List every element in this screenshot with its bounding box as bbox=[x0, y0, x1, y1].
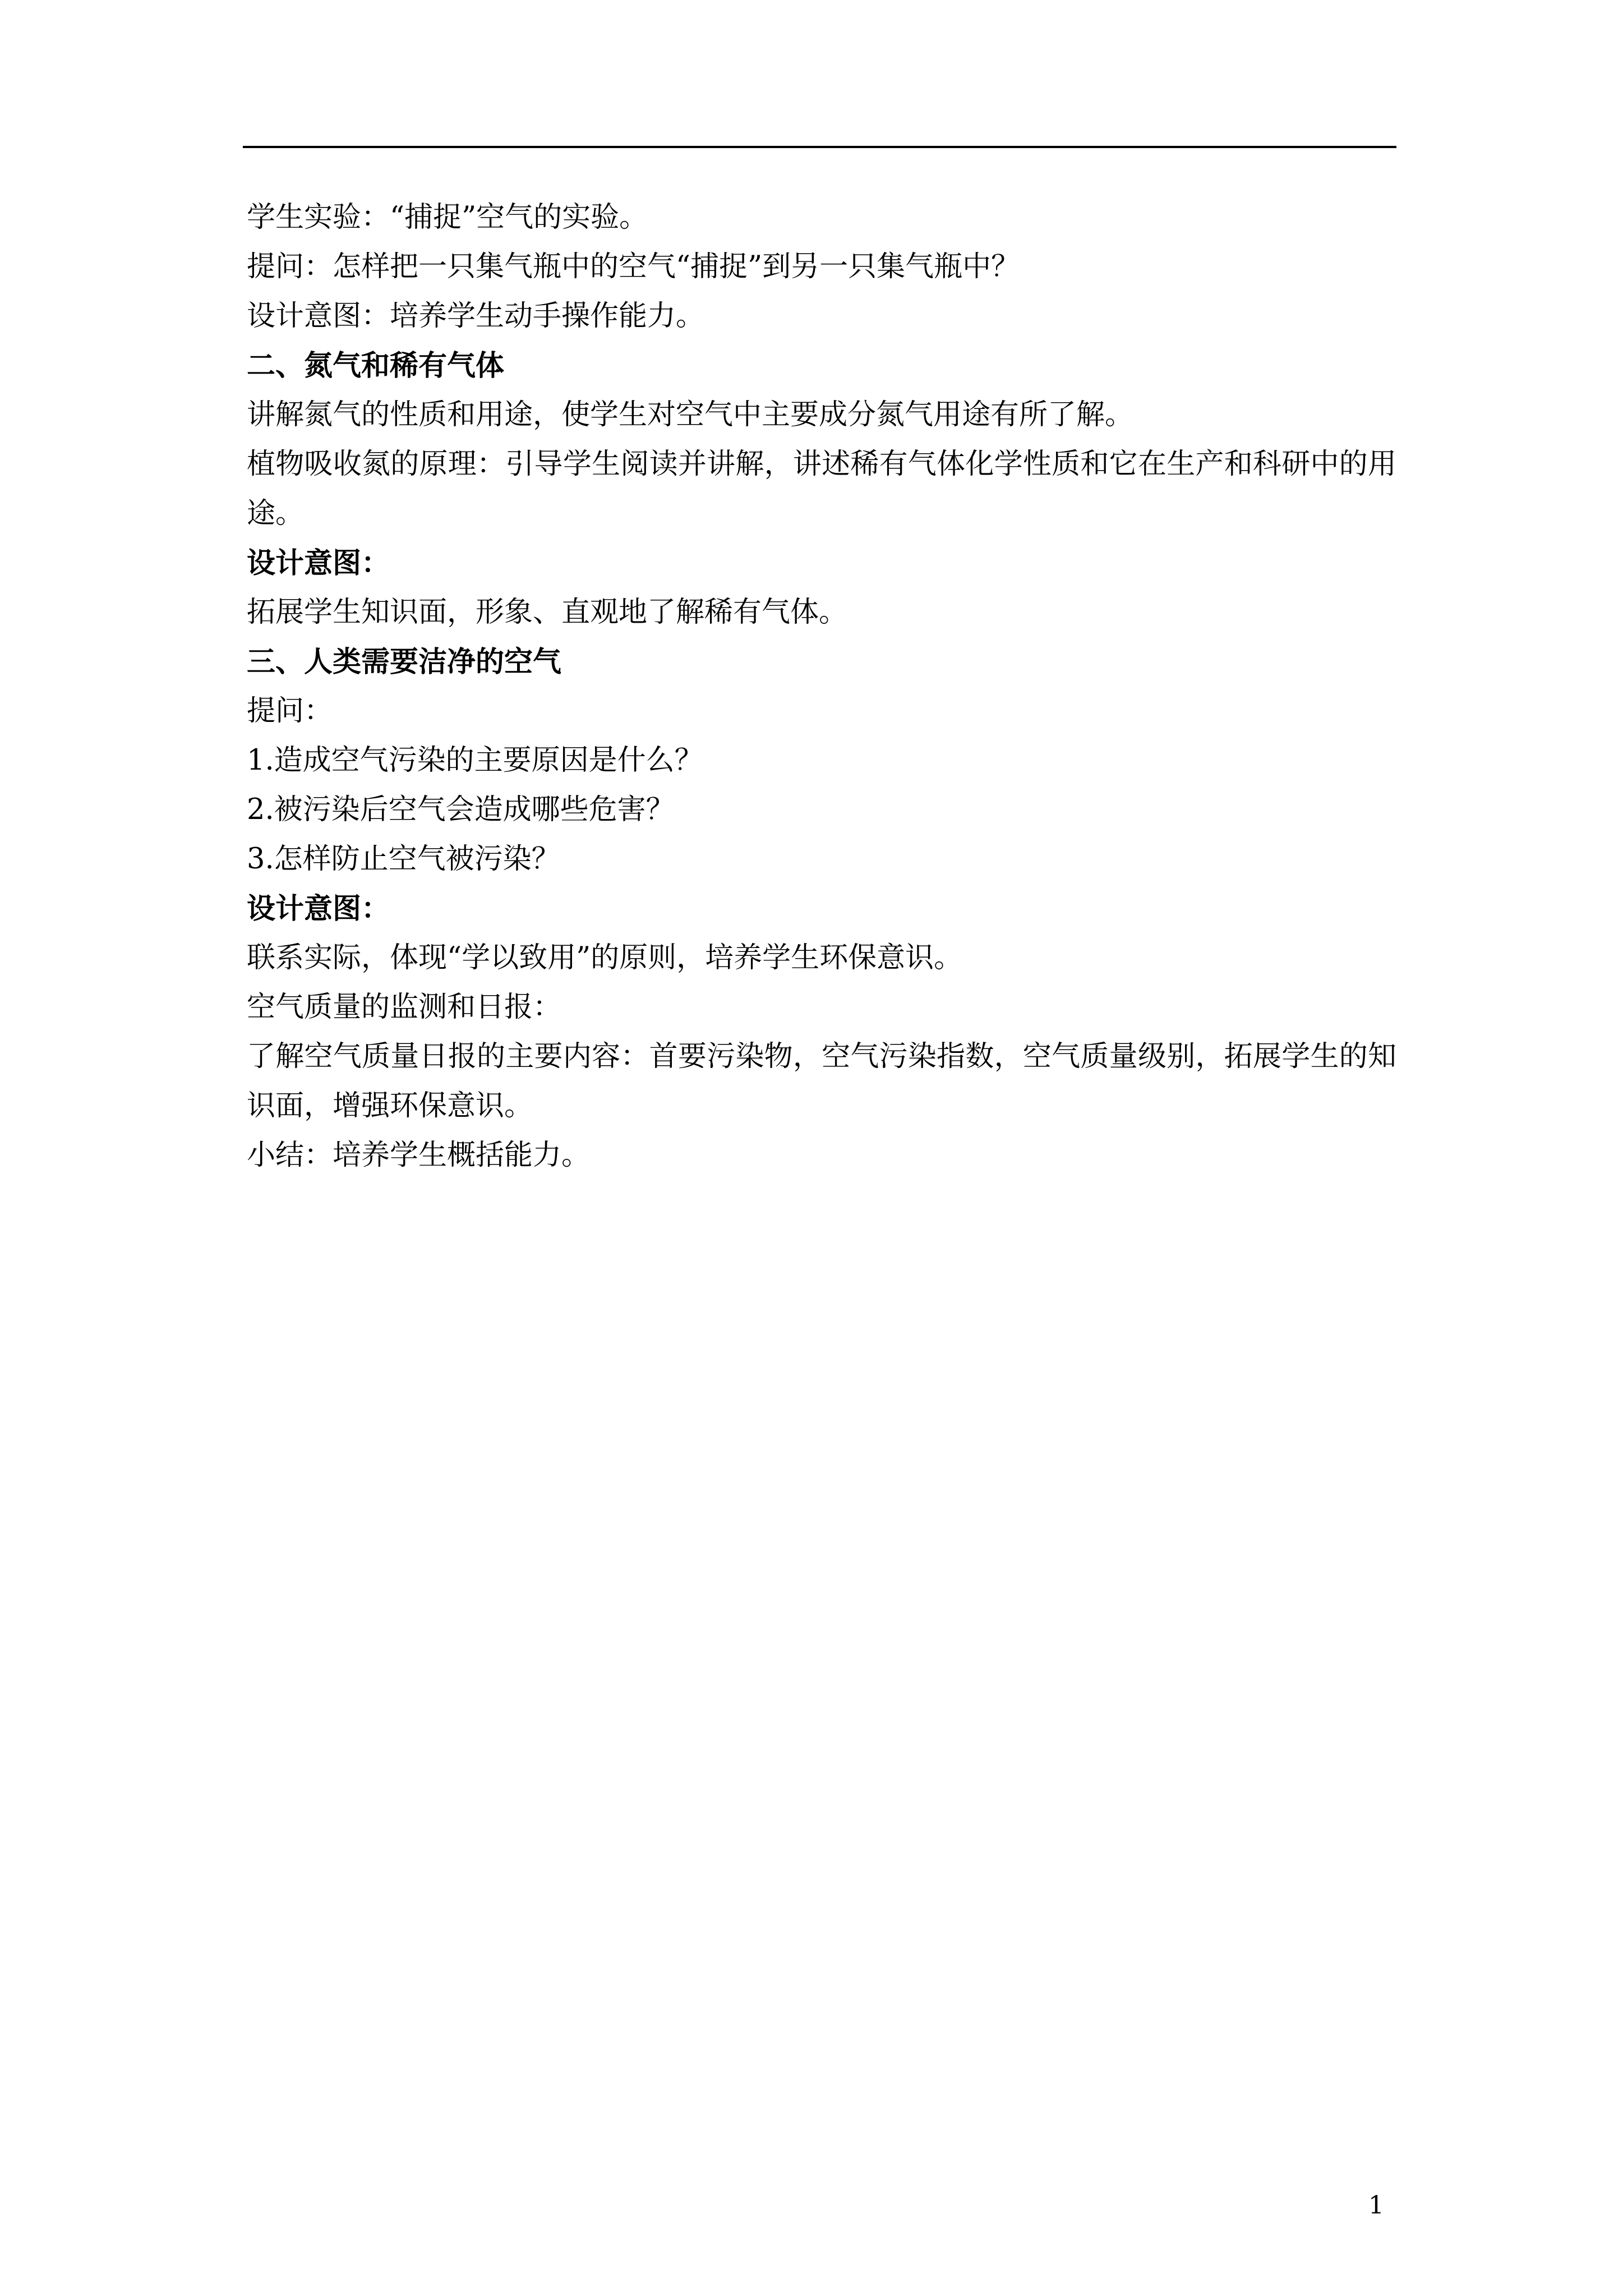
list-item: 2.被污染后空气会造成哪些危害？ bbox=[247, 793, 675, 826]
document-body bbox=[247, 193, 1396, 1180]
paragraph: 设计意图：培养学生动手操作能力。 bbox=[247, 300, 705, 333]
section-heading: 二、氮气和稀有气体 bbox=[247, 349, 505, 383]
page-number: 1 bbox=[1368, 2191, 1384, 2220]
section-heading: 三、人类需要洁净的空气 bbox=[247, 645, 562, 679]
paragraph: 讲解氮气的性质和用途，使学生对空气中主要成分氮气用途有所了解。 bbox=[247, 398, 1134, 431]
paragraph: 学生实验：“捕捉”空气的实验。 bbox=[247, 201, 648, 234]
paragraph-line-2: 识面，增强环保意识。 bbox=[247, 1089, 533, 1122]
paragraph: 提问： bbox=[247, 694, 333, 728]
paragraph-line-2: 途。 bbox=[247, 497, 305, 530]
paragraph-line-1: 植物吸收氮的原理：引导学生阅读并讲解，讲述稀有气体化学性质和它在生产和科研中的用 bbox=[247, 448, 1396, 481]
paragraph-line-1: 了解空气质量日报的主要内容：首要污染物，空气污染指数，空气质量级别，拓展学生的知 bbox=[247, 1040, 1396, 1073]
design-intent-heading: 设计意图： bbox=[247, 546, 390, 580]
paragraph: 联系实际，体现“学以致用”的原则，培养学生环保意识。 bbox=[247, 941, 963, 974]
paragraph: 拓展学生知识面，形象、直观地了解稀有气体。 bbox=[247, 596, 848, 629]
paragraph: 小结：培养学生概括能力。 bbox=[247, 1139, 591, 1172]
list-item: 3.怎样防止空气被污染？ bbox=[247, 843, 560, 876]
paragraph: 提问：怎样把一只集气瓶中的空气“捕捉”到另一只集气瓶中？ bbox=[247, 250, 1020, 283]
paragraph: 空气质量的监测和日报： bbox=[247, 991, 562, 1024]
list-item: 1.造成空气污染的主要原因是什么？ bbox=[247, 744, 703, 777]
header-rule bbox=[243, 146, 1396, 148]
design-intent-heading: 设计意图： bbox=[247, 892, 390, 926]
